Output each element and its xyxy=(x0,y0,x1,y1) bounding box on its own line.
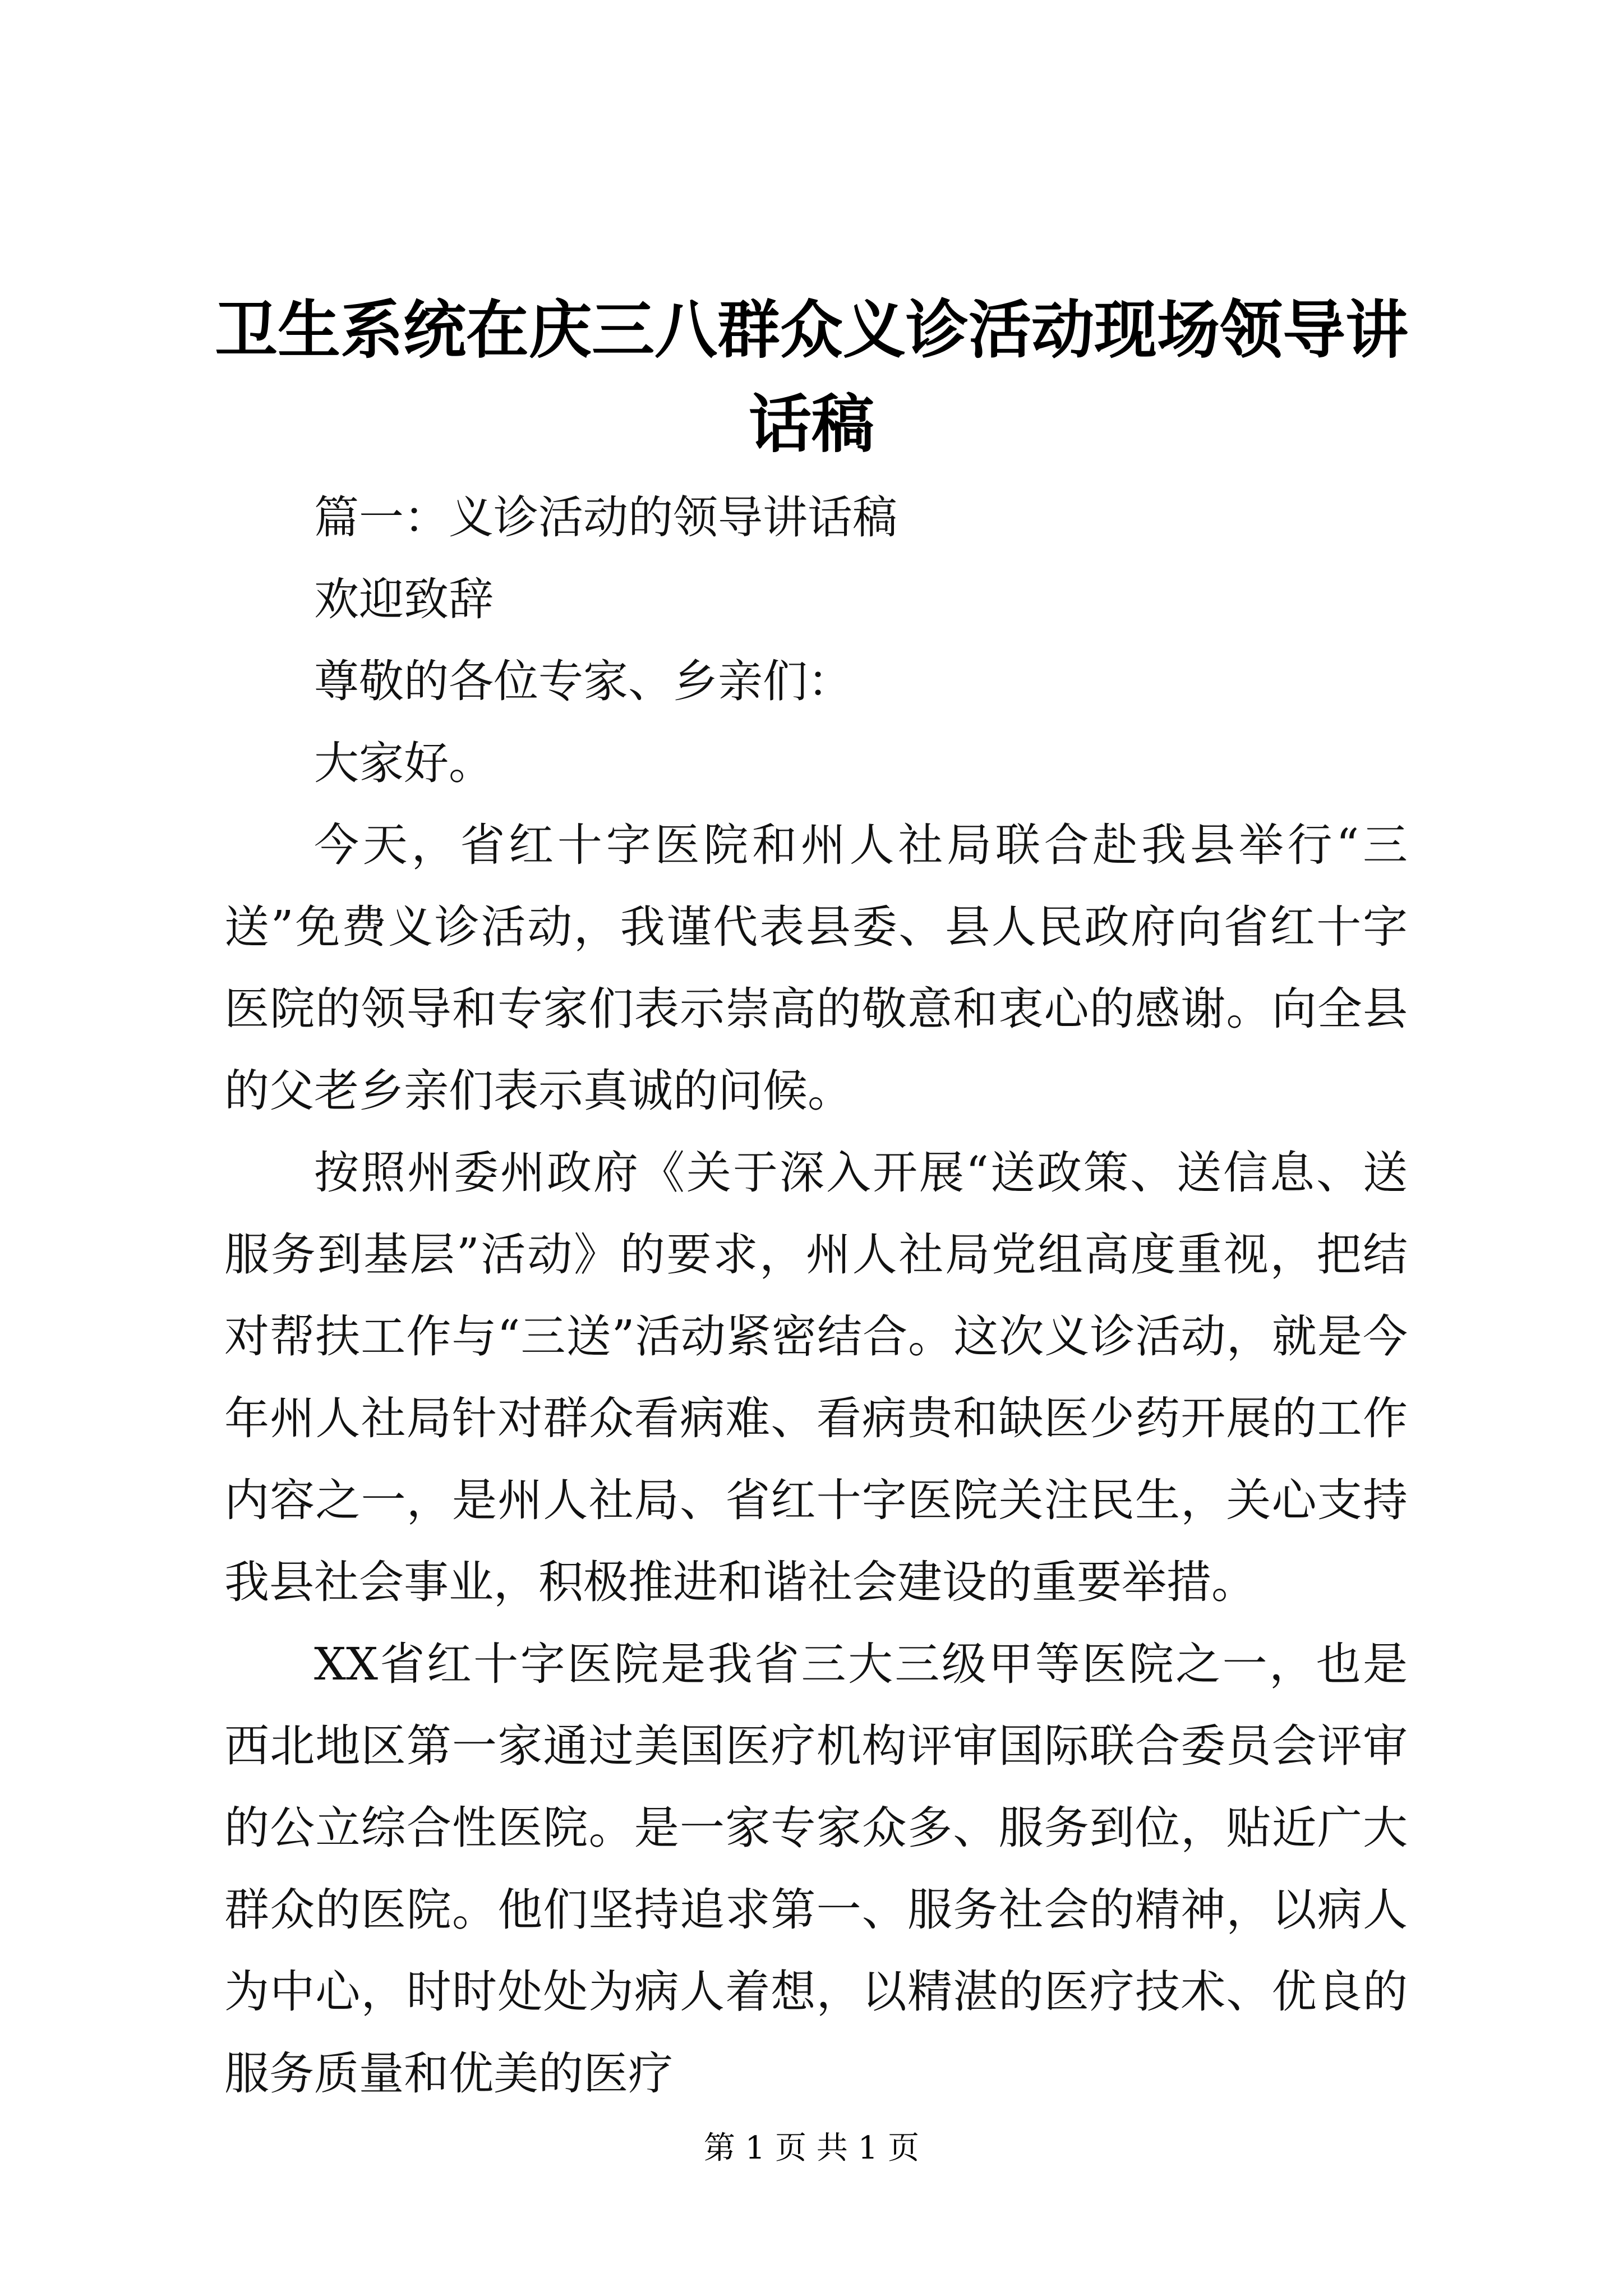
document-body xyxy=(224,477,1408,2115)
document-title: 卫生系统在庆三八群众义诊活动现场领导讲话稿 xyxy=(215,293,1408,461)
welcome-heading: 欢迎致辞 xyxy=(314,573,494,625)
greeting: 大家好。 xyxy=(314,737,494,789)
body-paragraph-1: 今天，省红十字医院和州人社局联合赴我县举行“三送”免费义诊活动，我谨代表县委、县人民政府向省红十字医院的领导和专家们表示崇高的敬意和衷心的感谢。向全县的父老乡亲们表示真诚的问候。 xyxy=(224,819,1408,1117)
section-heading: 篇一：义诊活动的领导讲话稿 xyxy=(314,491,897,544)
body-paragraph-2: 按照州委州政府《关于深入开展“送政策、送信息、送服务到基层”活动》的要求，州人社局党组高度重视，把结对帮扶工作与“三送”活动紧密结合。这次义诊活动，就是今年州人社局针对群众看病难、看病贵和缺医少药开展的工作内容之一，是州人社局、省红十字医院关注民生，关心支持我县社会事业，积极推进和谐社会建设的重要举措。 xyxy=(224,1147,1408,1608)
salutation: 尊敬的各位专家、乡亲们： xyxy=(314,655,852,707)
body-paragraph-3: XX省红十字医院是我省三大三级甲等医院之一，也是西北地区第一家通过美国医疗机构评审国际联合委员会评审的公立综合性医院。是一家专家众多、服务到位，贴近广大群众的医院。他们坚持追求第一、服务社会的精神，以病人为中心，时时处处为病人着想，以精湛的医疗技术、优良的服务质量和优美的医疗 xyxy=(224,1638,1408,2100)
page-number-footer: 第 1 页 共 1 页 xyxy=(703,2130,920,2166)
